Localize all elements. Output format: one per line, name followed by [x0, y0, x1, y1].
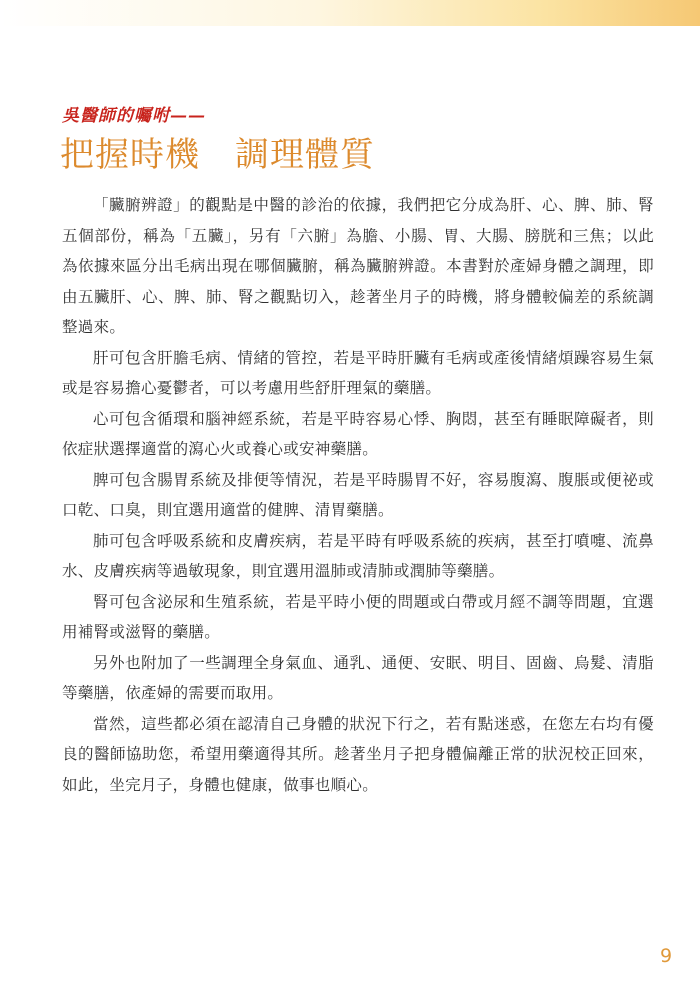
page-number: 9 — [660, 945, 673, 967]
paragraph-kidney: 腎可包含泌尿和生殖系統，若是平時小便的問題或白帶或月經不調等問題，宜選用補腎或滋腎的藥膳。 — [62, 592, 654, 641]
paragraph-spleen: 脾可包含腸胃系統及排便等情況，若是平時腸胃不好，容易腹瀉、腹脹或便祕或口乾、口臭，則宜選用適當的健脾、清胃藥膳。 — [62, 470, 654, 519]
page-title: 把握時機 調理體質 — [60, 135, 375, 175]
paragraph-heart: 心可包含循環和腦神經系統，若是平時容易心悸、胸悶，甚至有睡眠障礙者，則依症狀選擇適當的瀉心火或養心或安神藥膳。 — [62, 409, 654, 458]
paragraph-additional: 另外也附加了一些調理全身氣血、通乳、通便、安眠、明目、固齒、烏髮、清脂等藥膳，依產婦的需要而取用。 — [62, 653, 654, 702]
body-text — [62, 190, 654, 800]
section-kicker: 吳醫師的囑咐—— — [62, 106, 206, 126]
paragraph-liver: 肝可包含肝膽毛病、情緒的管控，若是平時肝臟有毛病或產後情緒煩躁容易生氣或是容易擔心憂鬱者，可以考慮用些舒肝理氣的藥膳。 — [62, 348, 654, 397]
paragraph-intro: 「臟腑辨證」的觀點是中醫的診治的依據，我們把它分成為肝、心、脾、肺、腎五個部份，稱為「五臟」，另有「六腑」為膽、小腸、胃、大腸、膀胱和三焦；以此為依據來區分出毛病出現在哪個臟腑，稱為臟腑辨證。本書對於產婦身體之調理，即由五臟肝、心、脾、肺、腎之觀點切入，趁著坐月子的時機，將身體較偏差的系統調整過來。 — [62, 196, 654, 336]
paragraph-conclusion: 當然，這些都必須在認清自己身體的狀況下行之，若有點迷惑，在您左右均有優良的醫師協助您，希望用藥適得其所。趁著坐月子把身體偏離正常的狀況校正回來，如此，坐完月子，身體也健康，做事也順心。 — [62, 714, 654, 794]
paragraph-lung: 肺可包含呼吸系統和皮膚疾病，若是平時有呼吸系統的疾病，甚至打噴嚏、流鼻水、皮膚疾病等過敏現象，則宜選用溫肺或清肺或潤肺等藥膳。 — [62, 531, 654, 580]
top-decorative-band — [0, 0, 700, 26]
